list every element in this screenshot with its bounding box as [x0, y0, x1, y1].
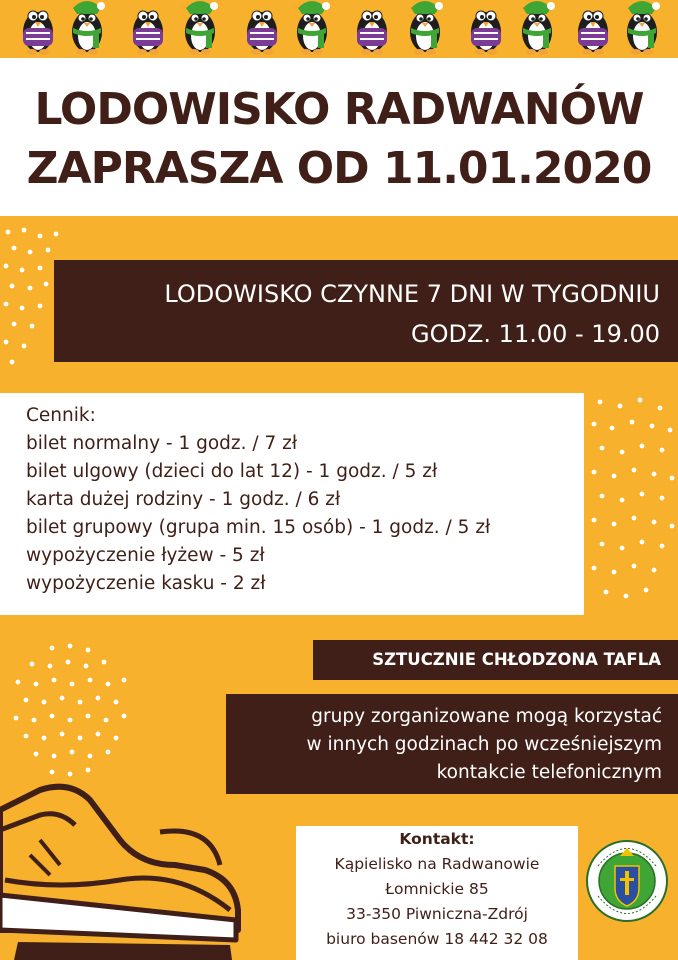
groups-line-3: kontakcie telefonicznym [436, 762, 662, 783]
contact-heading: Kontakt: [399, 830, 475, 848]
contact-line: Kąpielisko na Radwanowie [334, 855, 540, 873]
hours-line-2: GODZ. 11.00 - 19.00 [411, 320, 660, 348]
opening-hours-banner [54, 260, 678, 362]
penguin-icon [471, 11, 501, 55]
ice-surface-text: SZTUCZNIE CHŁODZONA TAFLA [372, 650, 661, 669]
groups-info-banner [226, 694, 678, 794]
title-band [0, 58, 678, 216]
penguin-icon [72, 1, 105, 55]
contact-line: Łomnickie 85 [385, 880, 489, 898]
penguin-icon [578, 11, 608, 55]
penguin-icon [522, 1, 555, 55]
price-list [0, 393, 584, 615]
dot-pattern-right [586, 392, 678, 612]
penguin-icon [133, 11, 163, 55]
contact-box [296, 826, 578, 960]
dot-pattern-left-bottom [8, 640, 138, 790]
penguin-icon [410, 1, 443, 55]
price-item: bilet normalny - 1 godz. / 7 zł [26, 433, 298, 454]
title-line-1: LODOWISKO RADWANÓW [34, 84, 644, 135]
groups-line-1: grupy zorganizowane mogą korzystać [311, 706, 662, 727]
penguin-icon [357, 11, 387, 55]
penguin-icon [627, 1, 660, 55]
title-line-2: ZAPRASZA OD 11.01.2020 [26, 143, 652, 194]
price-item: bilet grupowy (grupa min. 15 osób) - 1 godz. / 5 zł [26, 517, 491, 538]
hours-line-1: LODOWISKO CZYNNE 7 DNI W TYGODNIU [164, 280, 660, 308]
penguin-row [0, 0, 678, 58]
price-item: wypożyczenie łyżew - 5 zł [26, 545, 265, 566]
price-item: karta dużej rodziny - 1 godz. / 6 zł [26, 489, 341, 510]
ice-surface-banner [313, 640, 678, 680]
price-item: bilet ulgowy (dzieci do lat 12) - 1 godz. / 5 zł [26, 461, 438, 482]
contact-phone: biuro basenów 18 442 32 08 [326, 930, 548, 948]
price-item: wypożyczenie kasku - 2 zł [26, 573, 266, 594]
penguin-icon [185, 1, 218, 55]
penguin-icon [297, 1, 330, 55]
skate-icon [0, 770, 250, 960]
price-list-heading: Cennik: [26, 405, 96, 426]
contact-line: 33-350 Piwniczna-Zdrój [346, 905, 528, 923]
penguin-icon [23, 11, 53, 55]
culture-centre-logo [584, 826, 670, 936]
penguin-icon [247, 11, 277, 55]
groups-line-2: w innych godzinach po wcześniejszym [306, 734, 662, 755]
